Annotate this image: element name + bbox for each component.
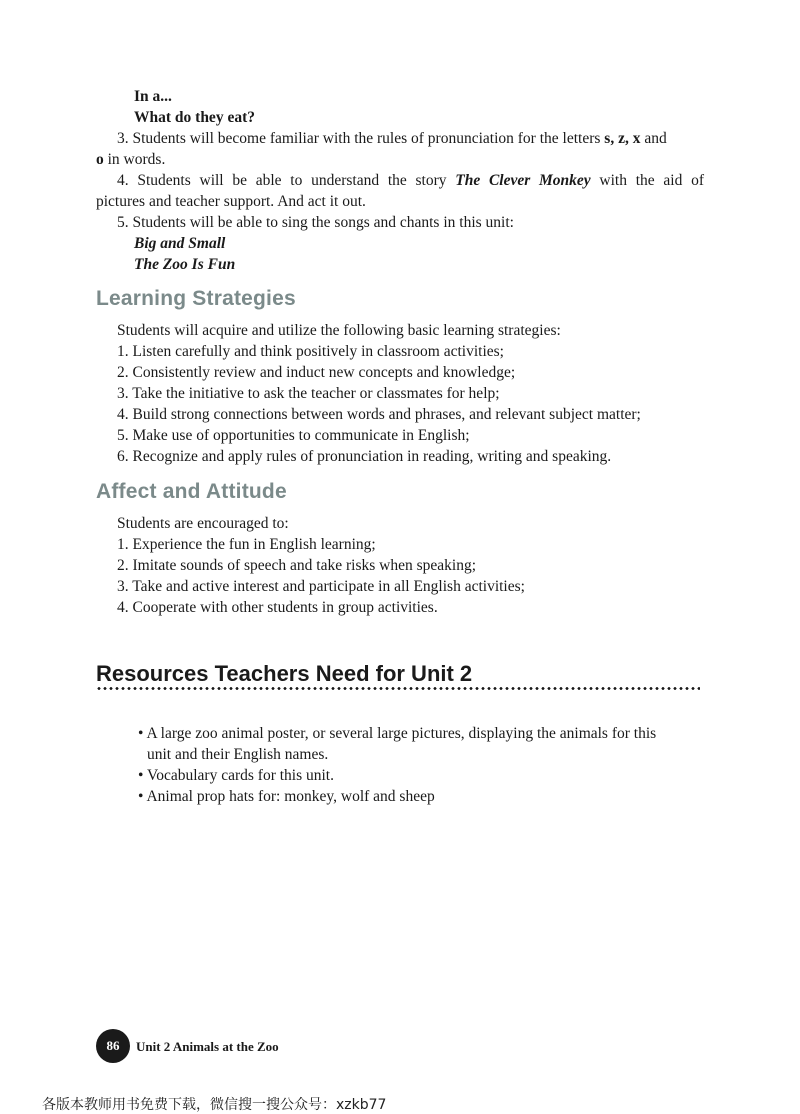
- learning-strategies-intro: Students will acquire and utilize the following basic learning strategies:: [117, 322, 561, 339]
- resource-bullet-continuation: unit and their English names.: [147, 746, 329, 763]
- letters-s-z-x: s, z, x: [604, 130, 641, 147]
- attitude-item: 3. Take and active interest and participate in all English activities;: [117, 578, 525, 595]
- objective-3-line2: [96, 149, 165, 170]
- objective-3-and: and: [640, 130, 667, 147]
- resource-bullet: • Vocabulary cards for this unit.: [138, 767, 334, 784]
- objective-3-line1: [117, 128, 667, 149]
- objective-4-text: 4. Students will be able to understand the story: [117, 172, 456, 189]
- strategy-item: 1. Listen carefully and think positively in classroom activities;: [117, 343, 504, 360]
- strategy-item: 4. Build strong connections between words and phrases, and relevant subject matter;: [117, 406, 641, 423]
- song-the-zoo-is-fun: The Zoo Is Fun: [134, 256, 236, 273]
- objective-4-tail: with the aid of: [590, 172, 704, 189]
- resources-title: Resources Teachers Need for Unit 2: [96, 661, 473, 686]
- strategy-item: 3. Take the initiative to ask the teacher or classmates for help;: [117, 385, 500, 402]
- what-do-they-eat-line: What do they eat?: [134, 109, 255, 126]
- page-number-badge: 86: [96, 1029, 130, 1063]
- affect-attitude-heading: Affect and Attitude: [96, 480, 287, 503]
- footer-unit-title: Unit 2 Animals at the Zoo: [136, 1039, 279, 1054]
- strategy-item: 2. Consistently review and induct new concepts and knowledge;: [117, 364, 516, 381]
- objective-3-in-words: in words.: [103, 151, 166, 168]
- strategy-item: 5. Make use of opportunities to communicate in English;: [117, 427, 470, 444]
- in-a-line: In a...: [134, 88, 172, 105]
- letter-o: o: [96, 151, 104, 168]
- objective-3-text: 3. Students will become familiar with the rules of pronunciation for the letters: [117, 130, 605, 147]
- resource-bullet: • Animal prop hats for: monkey, wolf and sheep: [138, 788, 435, 805]
- objective-4-line2: pictures and teacher support. And act it out.: [96, 193, 366, 210]
- song-big-and-small: Big and Small: [134, 235, 226, 252]
- attitude-item: 2. Imitate sounds of speech and take risks when speaking;: [117, 557, 476, 574]
- attitude-item: 4. Cooperate with other students in group activities.: [117, 599, 438, 616]
- story-title: The Clever Monkey: [455, 172, 591, 189]
- affect-attitude-intro: Students are encouraged to:: [117, 515, 289, 532]
- objective-5-line1: 5. Students will be able to sing the songs and chants in this unit:: [117, 214, 514, 231]
- objective-4-line1: [117, 170, 704, 191]
- strategy-item: 6. Recognize and apply rules of pronunciation in reading, writing and speaking.: [117, 448, 612, 465]
- download-watermark: 各版本教师用书免费下载，微信搜一搜公众号：xzkb77: [42, 1097, 387, 1113]
- learning-strategies-heading: Learning Strategies: [96, 287, 296, 310]
- dotted-divider: [96, 687, 700, 690]
- resource-bullet: • A large zoo animal poster, or several large pictures, displaying the animals for this: [138, 725, 657, 742]
- attitude-item: 1. Experience the fun in English learning;: [117, 536, 376, 553]
